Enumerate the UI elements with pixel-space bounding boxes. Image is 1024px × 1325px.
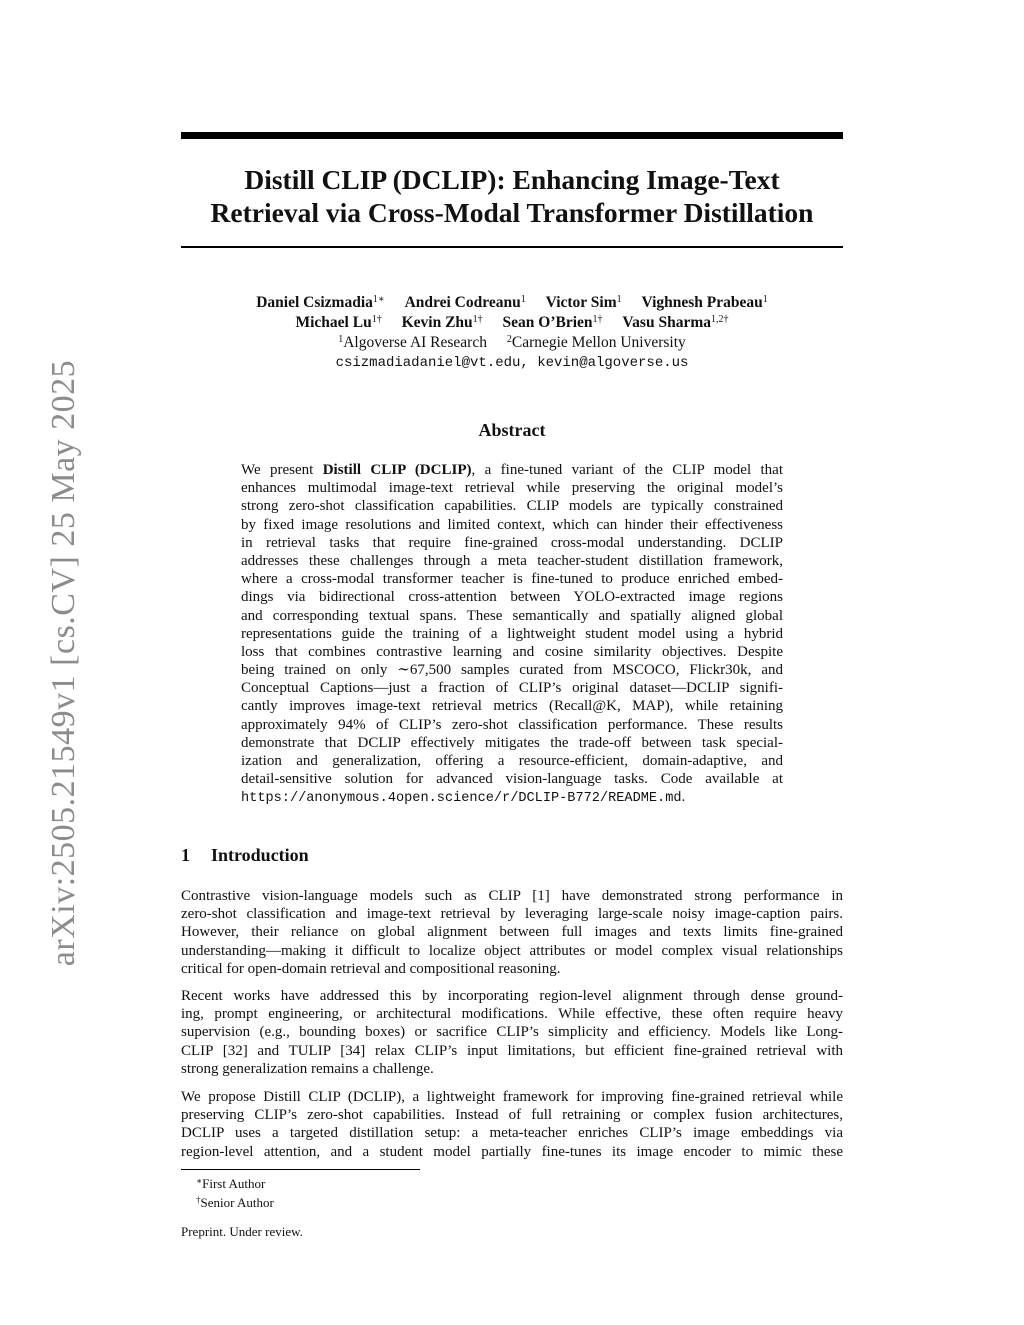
abstract-line: representations guide the training of a lightweight student model using a hybrid xyxy=(241,625,783,642)
intro-paragraph xyxy=(181,1088,843,1161)
section-title: Introduction xyxy=(211,845,309,865)
paragraph-line: CLIP [32] and TULIP [34] relax CLIP’s input limitations, but efficient fine-grained retrieval with xyxy=(181,1042,843,1059)
abstract-line: by fixed image resolutions and limited context, which can hinder their effectiveness xyxy=(241,516,783,533)
author-name: Vighnesh Prabeau$^1$ xyxy=(641,294,768,311)
author-name: Vasu Sharma$^{1,2\dagger}$ xyxy=(622,314,729,331)
author-emails[interactable]: csizmadiadaniel@vt.edu, kevin@algoverse.us xyxy=(335,355,689,371)
paragraph-line: supervision (e.g., bounding boxes) or sacrifice CLIP’s simplicity and efficiency. Models like Long- xyxy=(181,1024,843,1041)
paragraph-line: ing, prompt engineering, or architectural modifications. While effective, these often require heavy xyxy=(181,1006,843,1023)
code-url-link[interactable]: https://anonymous.4open.science/r/DCLIP-B772/README.md xyxy=(241,791,682,807)
abstract-line: cantly improves image-text retrieval metrics (Recall@K, MAP), while retaining xyxy=(241,698,783,715)
intro-paragraph xyxy=(181,987,843,1078)
abstract-line: ization and generalization, offering a resource-efficient, domain-adaptive, and xyxy=(241,753,783,769)
paper-title xyxy=(181,163,843,229)
paragraph-line: Contrastive vision-language models such as CLIP [1] have demonstrated strong performance in xyxy=(181,888,843,904)
affiliation: $^1$Algoverse AI Research xyxy=(338,334,487,351)
abstract-line: addresses these challenges through a meta teacher-student distillation framework, xyxy=(241,552,783,569)
author-name: Andrei Codreanu$^1$ xyxy=(404,294,526,311)
arxiv-identifier: arXiv:2505.21549v1 [cs.CV] 25 May 2025 xyxy=(45,359,82,967)
paragraph-line: We propose Distill CLIP (DCLIP), a lightweight framework for improving fine-grained retrieval while xyxy=(181,1089,843,1105)
paragraph-line: DCLIP uses a targeted distillation setup: a meta-teacher enriches CLIP’s image embeddings via xyxy=(181,1125,843,1142)
title-top-rule xyxy=(181,132,843,139)
paragraph-line: critical for open-domain retrieval and compositional reasoning. xyxy=(181,960,561,977)
paragraph-line: However, their reliance on global alignment between full images and texts limits fine-grained xyxy=(181,924,843,941)
author-block xyxy=(181,293,843,373)
abstract-line: detail-sensitive solution for advanced vision-language tasks. Code available at xyxy=(241,771,783,788)
abstract-line: and corresponding textual spans. These semantically and spatially aligned global xyxy=(241,607,783,624)
abstract-line: We present Distill CLIP (DCLIP), a fine-tuned variant of the CLIP model that xyxy=(241,462,783,478)
affiliation-row xyxy=(181,333,843,353)
abstract-line: Conceptual Captions—just a fraction of CLIP’s original dataset—DCLIP signifi- xyxy=(241,680,783,697)
section-heading-introduction xyxy=(181,845,309,866)
abstract-line: strong zero-shot classification capabilities. CLIP models are typically constrained xyxy=(241,498,783,515)
footnote: †Senior Author xyxy=(196,1195,274,1210)
abstract-line: dings via bidirectional cross-attention between YOLO-extracted image regions xyxy=(241,589,783,606)
author-name: Daniel Csizmadia$^{1∗}$ xyxy=(256,294,385,311)
abstract-line: loss that combines contrastive learning and cosine similarity objectives. Despite xyxy=(241,643,783,660)
model-name: Distill CLIP (DCLIP) xyxy=(322,462,472,478)
title-line: Distill CLIP (DCLIP): Enhancing Image-Text xyxy=(244,164,780,195)
intro-paragraph xyxy=(181,887,843,978)
author-row xyxy=(181,313,843,333)
footnote-rule xyxy=(181,1169,420,1170)
title-bottom-rule xyxy=(181,246,843,248)
abstract-line: in retrieval tasks that require fine-grained cross-modal understanding. DCLIP xyxy=(241,534,783,551)
author-name: Kevin Zhu$^{1\dagger}$ xyxy=(401,314,483,331)
author-name: Victor Sim$^1$ xyxy=(545,294,622,311)
affiliation: $^2$Carnegie Mellon University xyxy=(506,334,686,351)
author-row xyxy=(181,293,843,313)
footnote: ∗First Author xyxy=(196,1176,266,1191)
section-number: 1 xyxy=(181,845,190,865)
title-line: Retrieval via Cross-Modal Transformer Distillation xyxy=(210,197,814,228)
paragraph-line: preserving CLIP’s zero-shot capabilities. Instead of full retraining or complex fusion architectures, xyxy=(181,1107,843,1124)
paragraph-line: Recent works have addressed this by incorporating region-level alignment through dense ground- xyxy=(181,988,843,1004)
abstract-line: where a cross-modal transformer teacher is fine-tuned to produce enriched embed- xyxy=(241,571,783,588)
abstract-line: being trained on only ∼67,500 samples curated from MSCOCO, Flickr30k, and xyxy=(241,662,783,679)
abstract-line: approximately 94% of CLIP’s zero-shot classification performance. These results xyxy=(241,716,783,733)
abstract-body xyxy=(241,461,783,807)
abstract-heading: Abstract xyxy=(478,420,546,440)
abstract-line: enhances multimodal image-text retrieval while preserving the original model’s xyxy=(241,480,783,497)
paragraph-line: region-level attention, and a student model partially fine-tunes its image encoder to mimic these xyxy=(181,1143,843,1160)
author-name: Sean O’Brien$^{1\dagger}$ xyxy=(502,314,603,331)
abstract-line: https://anonymous.4open.science/r/DCLIP-B772/README.md. xyxy=(241,789,686,807)
author-name: Michael $Lu^{1\dagger}$ xyxy=(295,314,382,331)
paragraph-line: zero-shot classification and image-text retrieval by leveraging large-scale noisy image-caption pairs. xyxy=(181,906,843,923)
paragraph-line: understanding—making it difficult to localize object attributes or model complex visual relationships xyxy=(181,942,843,959)
footnotes xyxy=(196,1174,274,1212)
abstract-line: demonstrate that DCLIP effectively mitigates the trade-off between task special- xyxy=(241,734,783,751)
paragraph-line: strong generalization remains a challenge. xyxy=(181,1060,434,1077)
preprint-note: Preprint. Under review. xyxy=(181,1224,303,1239)
